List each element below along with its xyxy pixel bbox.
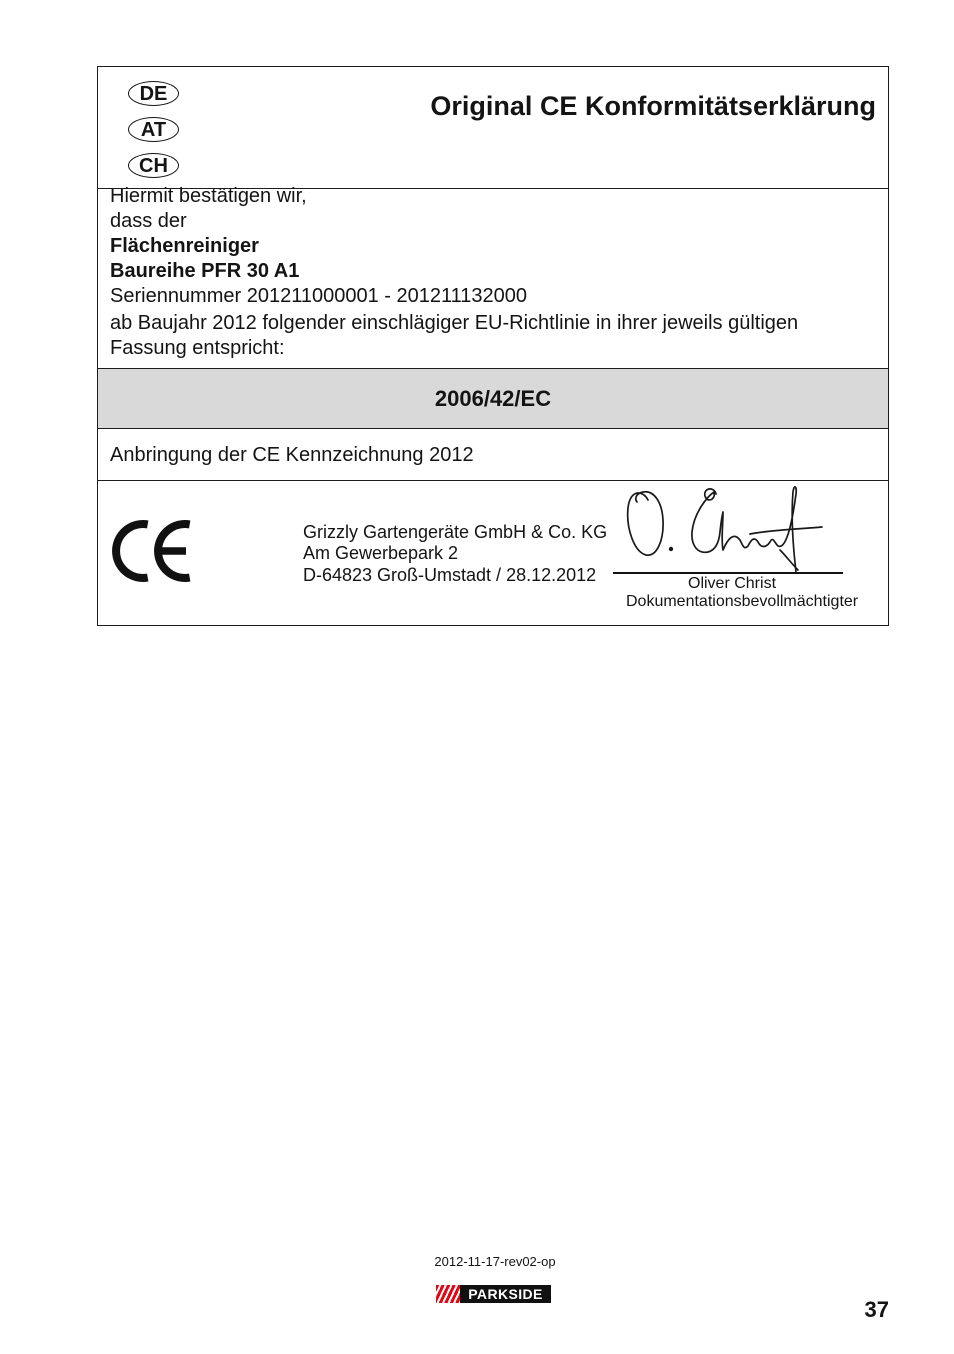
logo-wordmark: PARKSIDE [468, 1286, 543, 1302]
directive-row [98, 369, 888, 428]
signature-initial-stroke [628, 492, 663, 555]
page-number: 37 [864, 1297, 889, 1322]
signature [610, 480, 850, 580]
directive-number: 2006/42/EC [434, 385, 552, 411]
manufacturer-place-date: D-64823 Groß-Umstadt / 28.12.2012 [303, 564, 597, 585]
page-title: Original CE Konformitätserklärung [430, 91, 876, 121]
ce-mark-e-bar [159, 547, 186, 555]
signature-line [613, 572, 843, 574]
manufacturer-name: Grizzly Gartengeräte GmbH & Co. KG [303, 521, 608, 542]
product-series: Baureihe PFR 30 A1 [110, 260, 300, 282]
ce-marking-note: Anbringung der CE Kennzeichnung 2012 [110, 444, 474, 466]
ce-mark-letter-c [116, 524, 148, 578]
statement-line-2: Fassung entspricht: [110, 337, 285, 359]
country-badge-de: DE [128, 81, 179, 106]
intro-line-1: Hiermit bestätigen wir, [110, 185, 307, 207]
product-name: Flächenreiniger [110, 235, 259, 257]
parkside-logo [436, 1285, 551, 1303]
directive-bottom-divider [97, 428, 889, 429]
logo-stripes [436, 1285, 460, 1303]
statement-line-1: ab Baujahr 2012 folgender einschlägiger EU-Richtlinie in ihrer jeweils gültigen [110, 312, 799, 334]
ce-mark-logo [111, 519, 191, 583]
signature-dot [669, 547, 673, 551]
manufacturer-street: Am Gewerbepark 2 [303, 543, 459, 563]
signatory-role: Dokumentationsbevollmächtigter [626, 593, 859, 610]
signatory-name: Oliver Christ [688, 575, 777, 592]
signature-crossbar-stroke [750, 527, 822, 534]
directive-top-divider [97, 368, 889, 369]
document-revision: 2012-11-17-rev02-op [434, 1254, 556, 1269]
serial-numbers: Seriennummer 201211000001 - 201211132000 [110, 285, 527, 307]
country-badge-at: AT [128, 117, 179, 142]
country-badge-ch: CH [128, 153, 179, 178]
intro-line-2: dass der [110, 210, 187, 232]
